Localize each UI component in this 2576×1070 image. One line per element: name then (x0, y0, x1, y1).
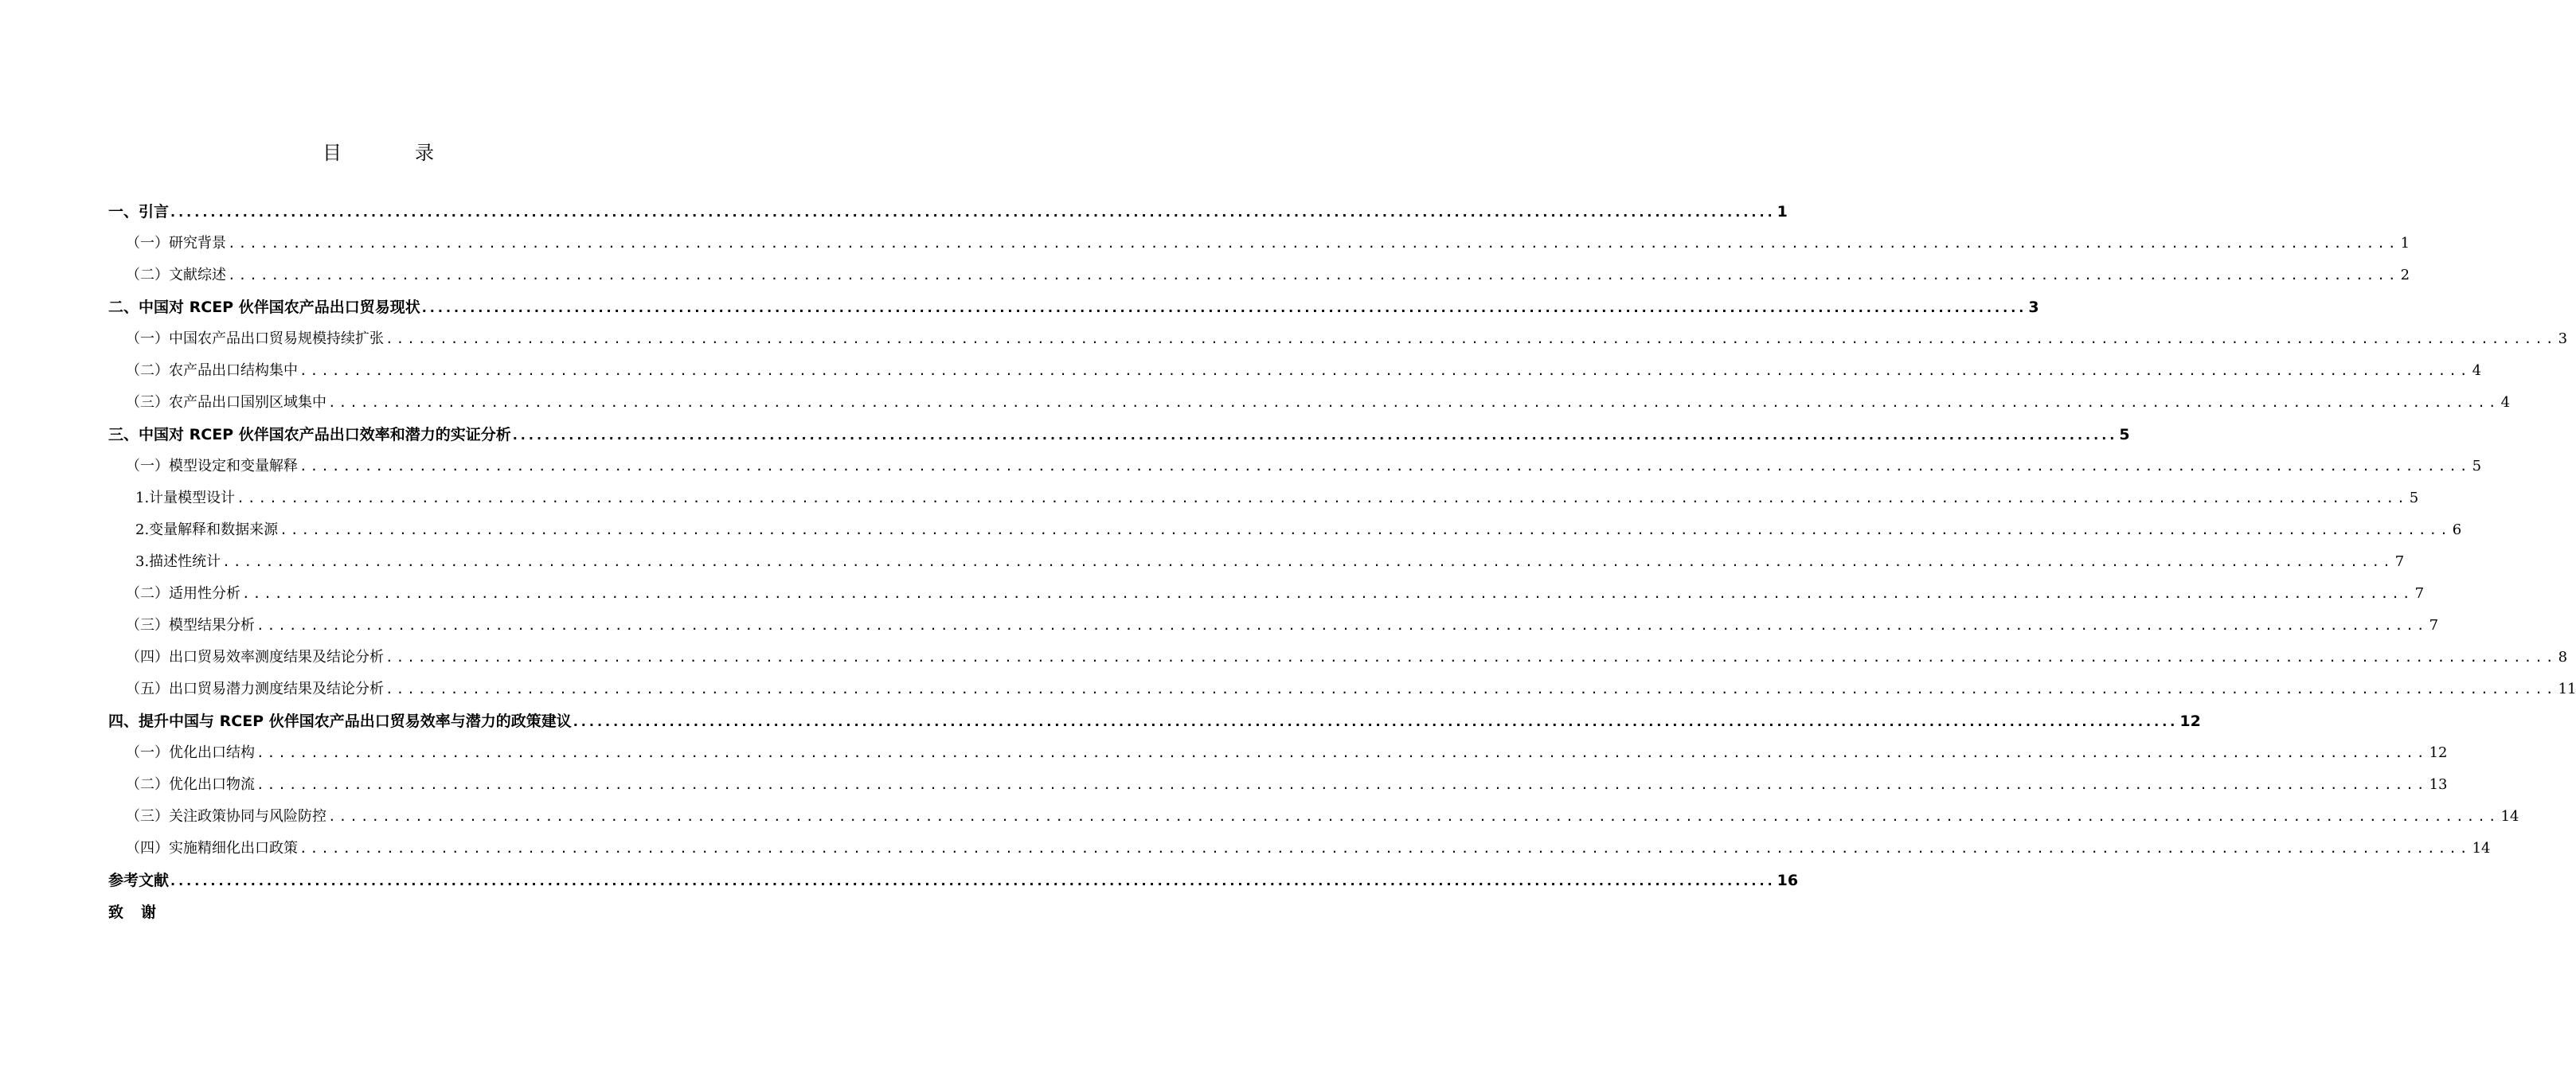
toc-entry[interactable] (108, 419, 2130, 451)
toc-leader-dots: ........................................................................................................................................................................................................ (512, 428, 2118, 443)
toc-entry-page-number: 5 (2119, 426, 2130, 443)
toc-entry[interactable] (108, 482, 2419, 514)
toc-leader-dots: ........................................................................................................................................................................................................ (299, 363, 2471, 378)
toc-entry[interactable] (108, 260, 2410, 291)
toc-entry-label: （三）关注政策协同与风险防控 (126, 808, 326, 825)
toc-entry[interactable] (108, 833, 2491, 865)
toc-entry[interactable] (108, 196, 1788, 228)
toc-entry-label: （三）模型结果分析 (126, 617, 255, 634)
toc-entry-label: 参考文献 (108, 872, 170, 889)
toc-entry[interactable] (108, 514, 2462, 546)
toc-entry-page-number: 7 (2394, 553, 2405, 570)
toc-leader-dots: ........................................................................................................................................................................................................ (421, 300, 2027, 315)
toc-entry[interactable] (108, 737, 2448, 769)
toc-leader-dots: ........................................................................................................................................................................................................ (170, 205, 1776, 220)
toc-leader-dots: ........................................................................................................................................................................................................ (222, 554, 2394, 569)
toc-entry-label: 1.计量模型设计 (135, 490, 236, 506)
toc-entry[interactable] (108, 674, 2576, 705)
toc-entry[interactable] (108, 291, 2039, 323)
toc-leader-dots: ........................................................................................................................................................................................................ (328, 809, 2500, 824)
toc-entry-page-number: 3 (2028, 299, 2039, 316)
toc-entry-page-number: 16 (1777, 872, 1799, 889)
toc-entry[interactable] (108, 801, 2519, 833)
toc-entry-label (108, 896, 156, 928)
toc-entry-page-number: 1 (2400, 235, 2410, 252)
toc-leader-dots: ........................................................................................................................................................................................................ (256, 777, 2428, 792)
toc-title-char-1: 目 (322, 142, 342, 164)
toc-entry-page-number: 3 (2558, 330, 2568, 347)
toc-entry-label: （一）模型设定和变量解释 (126, 458, 298, 474)
toc-entry-label: （四）出口贸易效率测度结果及结论分析 (126, 649, 384, 666)
toc-entry-page-number: 7 (2429, 617, 2439, 634)
toc-title (0, 137, 756, 165)
toc-entry-acknowledgement[interactable] (108, 896, 677, 928)
toc-entry-page-number: 12 (2429, 744, 2448, 761)
toc-entry-page-number: 7 (2414, 585, 2425, 602)
toc-entry-label: （二）文献综述 (126, 267, 226, 283)
toc-leader-dots: ........................................................................................................................................................................................................ (279, 522, 2451, 537)
toc-entry-label: （二）优化出口物流 (126, 776, 255, 793)
toc-entry-label: （四）实施精细化出口政策 (126, 840, 298, 857)
toc-entry-label: （一）优化出口结构 (126, 744, 255, 761)
ack-char-1: 致 (108, 904, 124, 921)
toc-leader-dots: ........................................................................................................................................................................................................ (228, 268, 2399, 283)
toc-entry[interactable] (108, 387, 2511, 419)
table-of-contents (108, 196, 2576, 928)
toc-entry-label: （二）农产品出口结构集中 (126, 362, 298, 379)
toc-entry-label: 三、中国对 RCEP 伙伴国农产品出口效率和潜力的实证分析 (108, 426, 511, 443)
toc-entry-page-number: 4 (2472, 362, 2482, 379)
toc-leader-dots: ........................................................................................................................................................................................................ (236, 490, 2408, 506)
toc-entry-page-number: 4 (2500, 394, 2511, 411)
toc-entry-page-number: 2 (2400, 267, 2410, 283)
toc-leader-dots: ........................................................................................................................................................................................................ (256, 618, 2428, 633)
toc-entry[interactable] (108, 228, 2410, 260)
toc-leader-dots: ........................................................................................................................................................................................................ (385, 331, 2557, 346)
toc-entry-label: 一、引言 (108, 203, 170, 221)
toc-leader-dots: ........................................................................................................................................................................................................ (573, 714, 2179, 729)
toc-entry[interactable] (108, 355, 2482, 387)
toc-entry[interactable] (108, 451, 2482, 482)
toc-leader-dots: ........................................................................................................................................................................................................ (328, 395, 2500, 410)
toc-entry[interactable] (108, 546, 2405, 578)
toc-entry-label: （二）适用性分析 (126, 585, 240, 602)
toc-entry[interactable] (108, 865, 1799, 896)
toc-leader-dots: ........................................................................................................................................................................................................ (170, 873, 1776, 888)
toc-entry-label: （三）农产品出口国别区域集中 (126, 394, 326, 411)
toc-leader-dots: ........................................................................................................................................................................................................ (228, 236, 2399, 251)
toc-entry[interactable] (108, 769, 2448, 801)
toc-leader-dots: ........................................................................................................................................................................................................ (385, 681, 2557, 697)
toc-entry-label: 3.描述性统计 (135, 553, 221, 570)
toc-entry-label: 2.变量解释和数据来源 (135, 521, 279, 538)
toc-entry[interactable] (108, 578, 2425, 610)
toc-entry-page-number: 1 (1777, 203, 1788, 221)
toc-leader-dots: ........................................................................................................................................................................................................ (299, 841, 2471, 856)
toc-title-char-2: 录 (415, 142, 434, 164)
toc-entry[interactable] (108, 705, 2201, 737)
toc-entry-label: （一）研究背景 (126, 235, 226, 252)
toc-entry[interactable] (108, 323, 2568, 355)
toc-entry-page-number: 8 (2558, 649, 2568, 666)
toc-entry-page-number: 6 (2452, 521, 2462, 538)
toc-leader-dots: ........................................................................................................................................................................................................ (385, 650, 2557, 665)
toc-entry-page-number: 11 (2558, 681, 2576, 697)
toc-entry-label: 四、提升中国与 RCEP 伙伴国农产品出口贸易效率与潜力的政策建议 (108, 713, 572, 730)
ack-char-2: 谢 (141, 904, 157, 921)
toc-entry-label: 二、中国对 RCEP 伙伴国农产品出口贸易现状 (108, 299, 420, 316)
toc-entries (108, 196, 2576, 896)
toc-leader-dots: ........................................................................................................................................................................................................ (242, 586, 2414, 601)
toc-entry-label: （五）出口贸易潜力测度结果及结论分析 (126, 681, 384, 697)
toc-entry-label: （一）中国农产品出口贸易规模持续扩张 (126, 330, 384, 347)
toc-entry-page-number: 5 (2409, 490, 2419, 506)
toc-entry-page-number: 13 (2429, 776, 2448, 793)
toc-entry-page-number: 14 (2472, 840, 2491, 857)
toc-entry-page-number: 14 (2500, 808, 2519, 825)
toc-entry-page-number: 5 (2472, 458, 2482, 474)
toc-leader-dots: ........................................................................................................................................................................................................ (256, 745, 2428, 760)
toc-entry[interactable] (108, 610, 2439, 642)
toc-leader-dots: ........................................................................................................................................................................................................ (299, 459, 2471, 474)
toc-entry[interactable] (108, 642, 2568, 674)
toc-entry-page-number: 12 (2179, 713, 2201, 730)
